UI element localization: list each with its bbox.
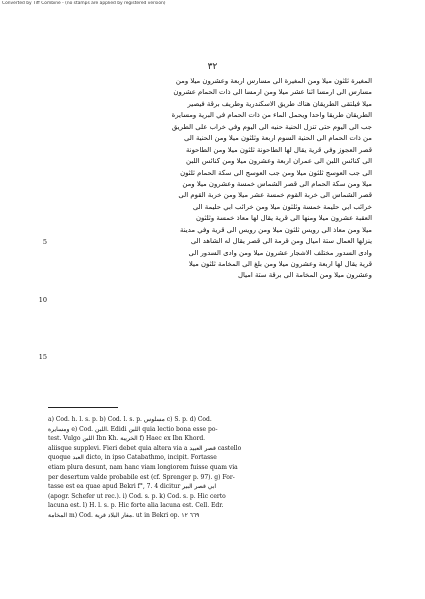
footnote-line: etiam plura desunt, nam hanc viam longiorem fuisse quam via — [48, 463, 238, 471]
text-line: ميلا ومن معاذ الى رويس ثلثون ميلا ومن رويس الى قرية وفي مدينة — [180, 225, 372, 234]
converter-banner: Converted by Tiff Combine - (no stamps are applied by registered version) — [2, 1, 166, 6]
footnote-line: lacuna est. l) H. l. s. p. Hic forte alia lacuna est. Cell. Edr. — [48, 502, 224, 510]
text-line: الطريقان طريقا واحدا ويحمل الماء من ذات الحمام في البرية ومسايرة — [171, 111, 372, 120]
footnote-line: (apogr. Schefer ut rec.). i) Cod. s. p. k) Cod. s. p. Hic certo — [48, 492, 226, 500]
text-line: الى كنائس اللبن الى عمران اربعة وعشرون ميلا ومن كنائس اللبن — [186, 157, 372, 166]
line-number-10: 10 — [38, 296, 47, 304]
footnote-line: quoque العبد dicto, in ipso Catabathmo, incipit. Fortasse — [48, 454, 217, 462]
text-line: المغيرة ثلثون ميلا ومن المغيرة الى مسارس اربعة وعشرون ميلا ومن — [175, 77, 372, 85]
footnote-line: test. Vulgo اللبن Ibn Kh. الخريبة f) Haec ex Ibn Khord. — [48, 435, 206, 443]
text-line: قصر العجوز وفي قرية يقال لها الطاحونة ثلثون ميلا ومن الطاحونة — [185, 145, 372, 154]
text-line: خرائب ابي حليمة خمسة وثلثون ميلا ومن خرائب ابي حليمة الى — [192, 202, 372, 211]
text-line: مسارس الى ارمسا اثنا عشر ميلا ومن ارمسا الى ذات الحمام عشرون — [173, 88, 372, 97]
footnote-divider — [48, 407, 118, 408]
text-line: جب الى اليوم حتى تنزل الحنية حنيه الى اليوم وفي خراب على الطريق — [171, 122, 372, 131]
footnote-line: ومسايرة e) Cod. اللبن. Edidi اللبن quia lectio bona esse po- — [48, 425, 218, 433]
text-line: ميلا فيلتقى الطريقان هناك طريق الاسكندرية وطريف برقة فيصير — [187, 99, 372, 108]
footnote-line: a) Cod. h. l. s. p. b) Cod. l. s. p. مسلوس c) S. p. d) Cod. — [48, 416, 212, 423]
text-line: قرية يقال لها اربعة وعشرون ميلا ومن بلغ الى المخامة ثلثون ميلا — [188, 260, 372, 268]
footnotes — [48, 415, 374, 521]
footnote-line: per desertum valde probabile est (cf. Sprenger p. 97). g) For- — [48, 473, 235, 481]
page-number: ٣٢ — [207, 62, 218, 72]
arabic-main-text — [48, 76, 372, 282]
text-line: ميلا ومن سكة الحمام الى قصر الشماس خمسة وعشرون ميلا ومن — [182, 179, 372, 188]
text-line: قصر الشماس الى خربة القوم خمسة عشر ميلا ومن خربة القوم الى — [178, 191, 372, 200]
text-line: الى جب العوسج ثلثون ميلا ومن جب العوسج الى سكة الحمام ثلثون — [180, 168, 372, 177]
line-number-5: 5 — [42, 238, 47, 246]
footnote-line: aliisque supplevi. Fieri debet quia altera via a قصر العبيد castello — [48, 444, 242, 452]
text-line: وادى السدور مختلف الاشجار عشرون ميلا ومن وادى السدور الى — [188, 248, 372, 257]
footnote-line: المخامة m) Cod. مغار البلاد قرية. ut in Bekri op. ٦٦٩ ١٢ — [48, 511, 200, 519]
line-number-15: 15 — [38, 353, 47, 361]
text-line: العقبة عشرون ميلا ومنها الى قرية يقال لها معاذ خمسة وثلثون — [195, 214, 372, 223]
text-line: من ذات الحمام الى الحنية السوم اربعة وثلثون ميلا ومن الحنية الى — [184, 134, 372, 143]
text-line: ينزلها العمال ستة اميال ومن قرمة الى قصر يقال له الشاهد الى — [190, 237, 372, 246]
footnote-line: tasse est ea quae apud Bekri f°, 7. 4 dicitur ابي قصر البير — [48, 483, 217, 491]
text-line: وعشرون ميلا ومن المخامة الى برقة ستة اميال — [238, 271, 372, 280]
